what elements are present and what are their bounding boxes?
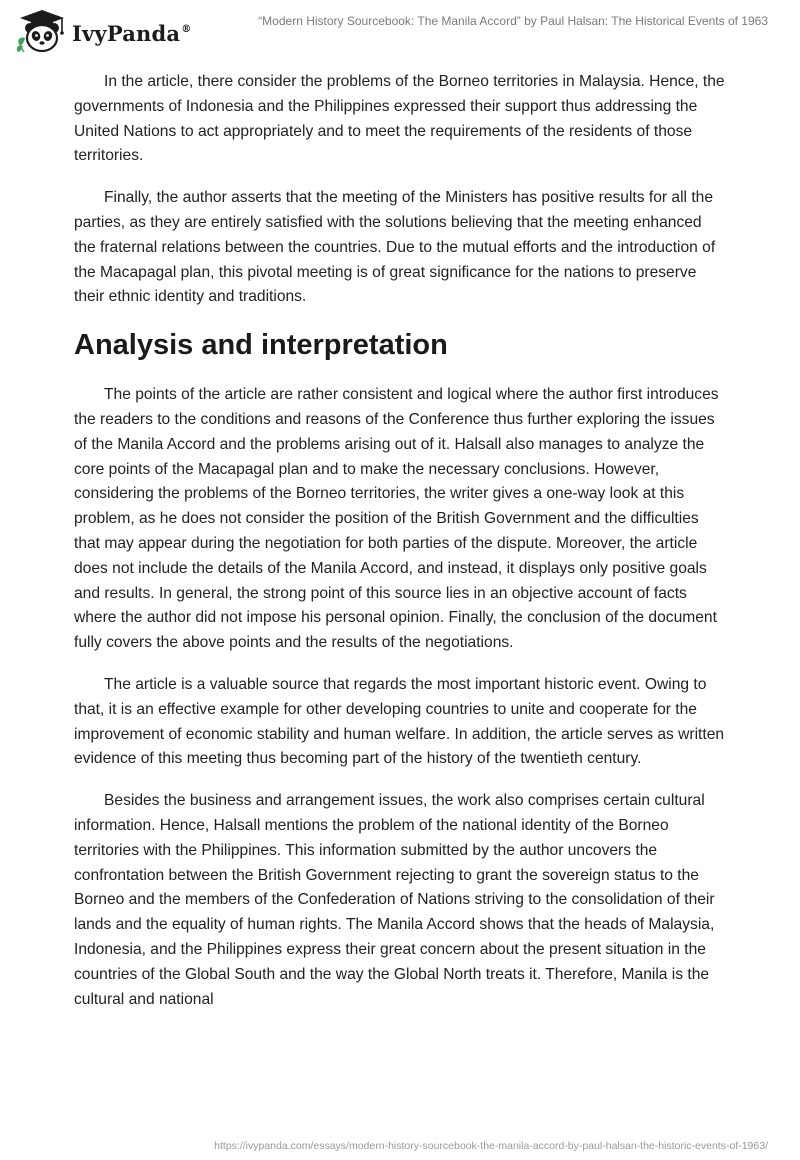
- source-url[interactable]: https://ivypanda.com/essays/modern-history-sourcebook-the-manila-accord-by-paul-halsan-the-historic-events-of-1963/: [214, 1140, 768, 1152]
- paragraph: Besides the business and arrangement issues, the work also comprises certain cultural information. Hence, Halsall mentions the problem of the national identity of the Borneo territories with the Philippines. This information submitted by the author uncovers the confrontation between the British Government rejecting to grant the sovereign status to the Borneo and the members of the Confederation of Nations striving to the consolidation of their lands and the equality of human rights. The Manila Accord shows that the heads of Malaysia, Indonesia, and the Philippines express their great concern about the present situation in the countries of the Global South and the way the Global North treats it. Therefore, Manila is the cultural and national: [74, 792, 715, 1008]
- paragraph: The points of the article are rather consistent and logical where the author first introduces the readers to the conditions and reasons of the Conference thus further exploring the issues of the Manila Accord and the problems arising out of it. Halsall also manages to analyze the core points of the Macapagal plan and to make the necessary conclusions. However, considering the problems of the Borneo territories, the writer gives a one-way look at this problem, as he does not consider the position of the British Government and the difficulties that may appear during the negotiation for both parties of the dispute. Moreover, the article does not include the details of the Manila Accord, and instead, it displays only positive goals and results. In general, the strong point of this source lies in an objective account of facts where the author did not impose his personal opinion. Finally, the conclusion of the document fully covers the above points and the results of the negotiations.: [74, 386, 719, 652]
- paragraph: Finally, the author asserts that the meeting of the Ministers has positive results for all the parties, as they are entirely satisfied with the solutions believing that the meeting enhanced the fraternal relations between the countries. Due to the mutual efforts and the introduction of the Macapagal plan, this pivotal meeting is of great significance for the nations to preserve their ethnic identity and traditions.: [74, 189, 716, 306]
- page-header: [0, 0, 800, 62]
- panda-graduate-icon: [14, 8, 70, 54]
- paragraph: In the article, there consider the problems of the Borneo territories in Malaysia. Hence, the governments of Indonesia and the Philippines expressed their support thus addressing the United Nations to act appropriately and to meet the requirements of the residents of those territories.: [74, 73, 725, 165]
- ivypanda-logo[interactable]: [14, 8, 191, 54]
- document-title: “Modern History Sourcebook: The Manila Accord” by Paul Halsan: The Historical Events of 1963: [258, 14, 768, 28]
- paragraph: The article is a valuable source that regards the most important historic event. Owing to that, it is an effective example for other developing countries to unite and cooperate for the improvement of economic stability and human welfare. In addition, the article serves as written evidence of this meeting thus becoming part of the history of the twentieth century.: [74, 675, 725, 768]
- essay-body: [74, 70, 726, 1029]
- registered-mark: ®: [181, 23, 192, 35]
- brand-name: IvyPanda®: [72, 20, 192, 46]
- section-heading: Analysis and interpretation: [74, 329, 448, 362]
